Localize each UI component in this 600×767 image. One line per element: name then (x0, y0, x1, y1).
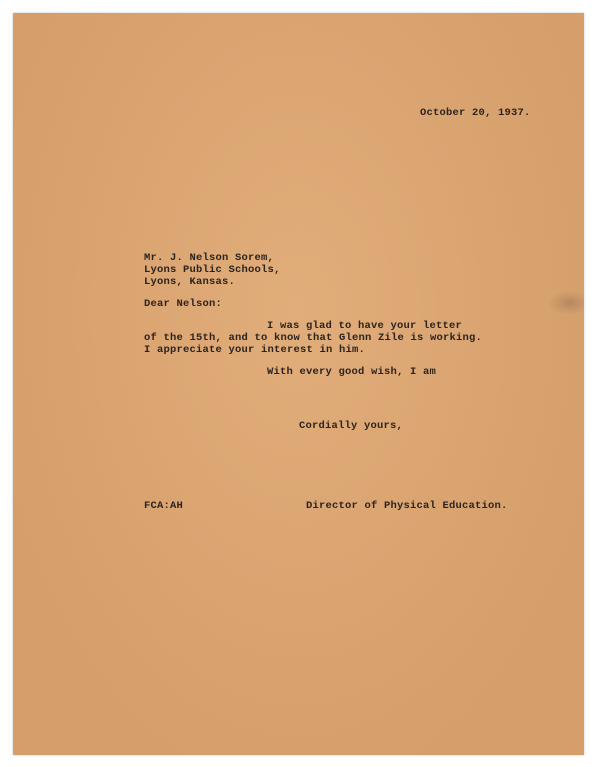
recipient-line-2: Lyons Public Schools, (144, 264, 281, 276)
recipient-line-1: Mr. J. Nelson Sorem, (144, 252, 275, 264)
body-line-2: of the 15th, and to know that Glenn Zile is working. (144, 332, 483, 344)
paper-smudge (548, 291, 584, 315)
signature-title: Director of Physical Education. (306, 500, 508, 512)
closing-line: With every good wish, I am (267, 366, 437, 378)
body-line-3: I appreciate your interest in him. (144, 344, 366, 356)
salutation: Dear Nelson: (144, 298, 223, 310)
recipient-line-3: Lyons, Kansas. (144, 276, 236, 288)
body-line-1: I was glad to have your letter (267, 320, 463, 332)
letter-date: October 20, 1937. (420, 107, 531, 119)
letter-page (13, 13, 584, 755)
closing: Cordially yours, (299, 420, 404, 432)
typist-initials: FCA:AH (144, 500, 184, 512)
